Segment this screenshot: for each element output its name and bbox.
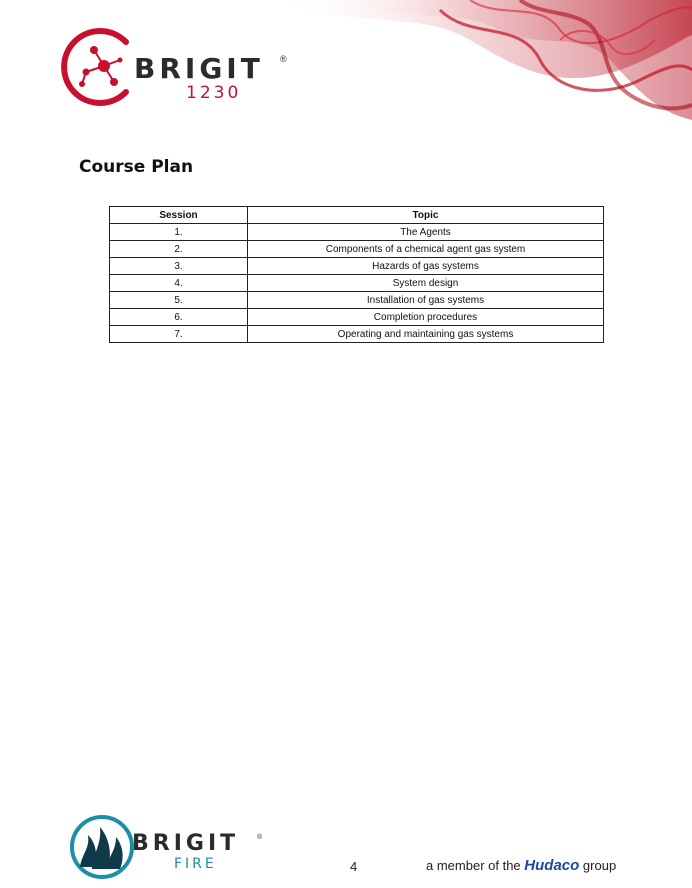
molecule-icon [60, 26, 142, 108]
table-row [110, 258, 604, 275]
topic-cell: Installation of gas systems [248, 292, 604, 309]
table-row [110, 224, 604, 241]
session-cell: 1. [110, 224, 248, 241]
footer-division: FIRE [174, 856, 217, 872]
header-topic: Topic [248, 207, 604, 224]
table-header-row [110, 207, 604, 224]
hudaco-member-line [426, 857, 616, 874]
brigit-1230-logo [60, 26, 300, 108]
footer-registered-mark: ® [257, 834, 263, 841]
hudaco-logo: Hudaco [524, 857, 580, 874]
brand-name: BRIGIT [134, 52, 264, 85]
topic-cell: System design [248, 275, 604, 292]
session-cell: 5. [110, 292, 248, 309]
topic-cell: Operating and maintaining gas systems [248, 326, 604, 343]
session-cell: 7. [110, 326, 248, 343]
member-prefix: a member of the [426, 858, 521, 873]
course-plan-table [109, 206, 604, 343]
footer-brand-name: BRIGIT [132, 831, 240, 856]
topic-cell: Hazards of gas systems [248, 258, 604, 275]
session-cell: 6. [110, 309, 248, 326]
session-cell: 4. [110, 275, 248, 292]
table-row [110, 292, 604, 309]
brigit-fire-logo [70, 812, 270, 882]
table-row [110, 241, 604, 258]
table-row [110, 326, 604, 343]
product-number: 1230 [186, 83, 242, 103]
session-cell: 2. [110, 241, 248, 258]
table-row [110, 309, 604, 326]
topic-cell: Components of a chemical agent gas system [248, 241, 604, 258]
member-suffix: group [582, 858, 617, 873]
registered-mark: ® [280, 54, 287, 64]
topic-cell: The Agents [248, 224, 604, 241]
topic-cell: Completion procedures [248, 309, 604, 326]
header-session: Session [110, 207, 248, 224]
page-number: 4 [350, 859, 358, 874]
session-cell: 3. [110, 258, 248, 275]
table-row [110, 275, 604, 292]
page-title: Course Plan [79, 157, 194, 177]
flame-icon [70, 815, 134, 879]
